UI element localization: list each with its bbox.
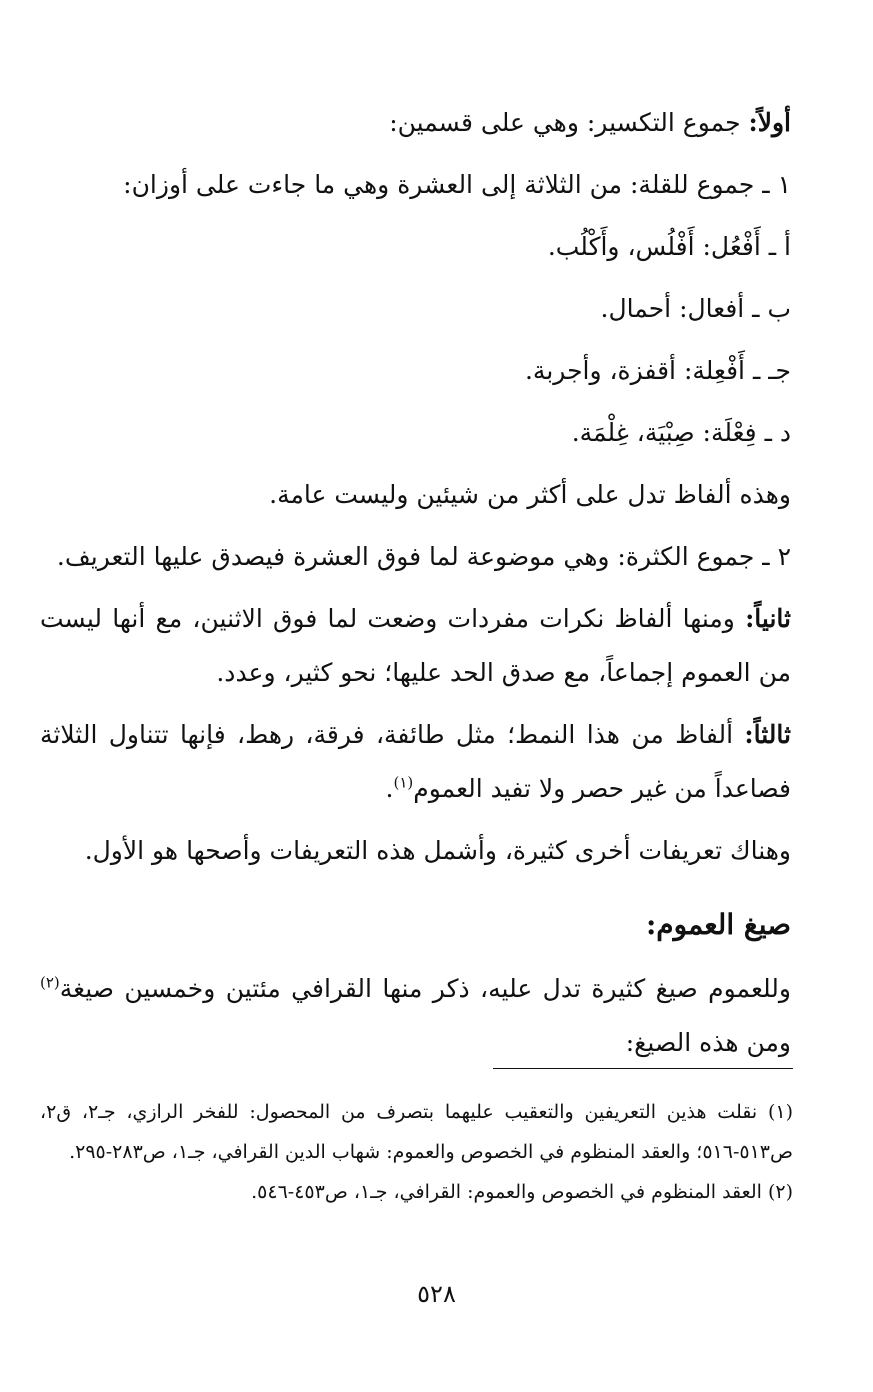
paragraph-8: [40, 962, 791, 1070]
paragraph-5: [40, 592, 791, 700]
paragraph-1: [40, 96, 791, 150]
paragraph-6-text: ألفاظ من هذا النمط؛ مثل طائفة، فرقة، رهط، فإنها تتناول الثلاثة فصاعداً من غير حصر ولا تفيد العموم: [40, 720, 791, 803]
paragraph-6: [40, 708, 791, 816]
paragraph-3: وهذه ألفاظ تدل على أكثر من شيئين وليست عامة.: [269, 480, 791, 509]
main-text: [40, 96, 791, 1078]
footnote-divider: [493, 1068, 793, 1069]
section-label-first: أولاً:: [748, 108, 791, 137]
list-item-b: ب ـ أفعال: أحمال.: [600, 294, 791, 323]
paragraph-8-end: ومن هذه الصيغ:: [625, 1028, 791, 1057]
footnote-ref-1: (١): [393, 773, 414, 792]
footnotes: [40, 1092, 793, 1212]
footnote-1: (١) نقلت هذين التعريفين والتعقيب عليهما بتصرف من المحصول: للفخر الرازي، جـ٢، ق٢، ص٥١٣-٥١٦؛ والعقد المنظوم في الخصوص والعموم: شهاب الدين القرافي، جـ١، ص٢٨٣-٢٩٥.: [40, 1101, 793, 1163]
footnote-2: (٢) العقد المنظوم في الخصوص والعموم: القرافي، جـ١، ص٤٥٣-٥٤٦.: [251, 1181, 793, 1203]
list-item-d: د ـ فِعْلَة: صِبْيَة، غِلْمَة.: [571, 418, 791, 447]
paragraph-2: ١ ـ جموع للقلة: من الثلاثة إلى العشرة وهي ما جاءت على أوزان:: [123, 170, 791, 199]
section-label-second: ثانياً:: [745, 604, 791, 633]
paragraph-4: ٢ ـ جموع الكثرة: وهي موضوعة لما فوق العشرة فيصدق عليها التعريف.: [56, 542, 791, 571]
section-label-third: ثالثاً:: [744, 720, 791, 749]
list-item-c: جـ ـ أَفْعِلة: أقفزة، وأجربة.: [524, 356, 791, 385]
list-item-a: أ ـ أَفْعُل: أَفْلُس، وأَكْلُب.: [547, 232, 791, 261]
paragraph-8-text: وللعموم صيغ كثيرة تدل عليه، ذكر منها القرافي مئتين وخمسين صيغة: [59, 974, 791, 1003]
paragraph-6-end: .: [385, 774, 394, 803]
section-heading: صيغ العموم:: [645, 908, 791, 941]
paragraph-7: وهناك تعريفات أخرى كثيرة، وأشمل هذه التعريفات وأصحها هو الأول.: [84, 836, 791, 865]
paragraph-1-text: جموع التكسير: وهي على قسمين:: [389, 108, 749, 137]
page-number: ٥٢٨: [417, 1280, 456, 1308]
paragraph-5-text: ومنها ألفاظ نكرات مفردات وضعت لما فوق الاثنين، مع أنها ليست من العموم إجماعاً، مع صدق الحد عليها؛ نحو كثير، وعدد.: [40, 604, 791, 687]
footnote-ref-2: (٢): [40, 973, 60, 992]
